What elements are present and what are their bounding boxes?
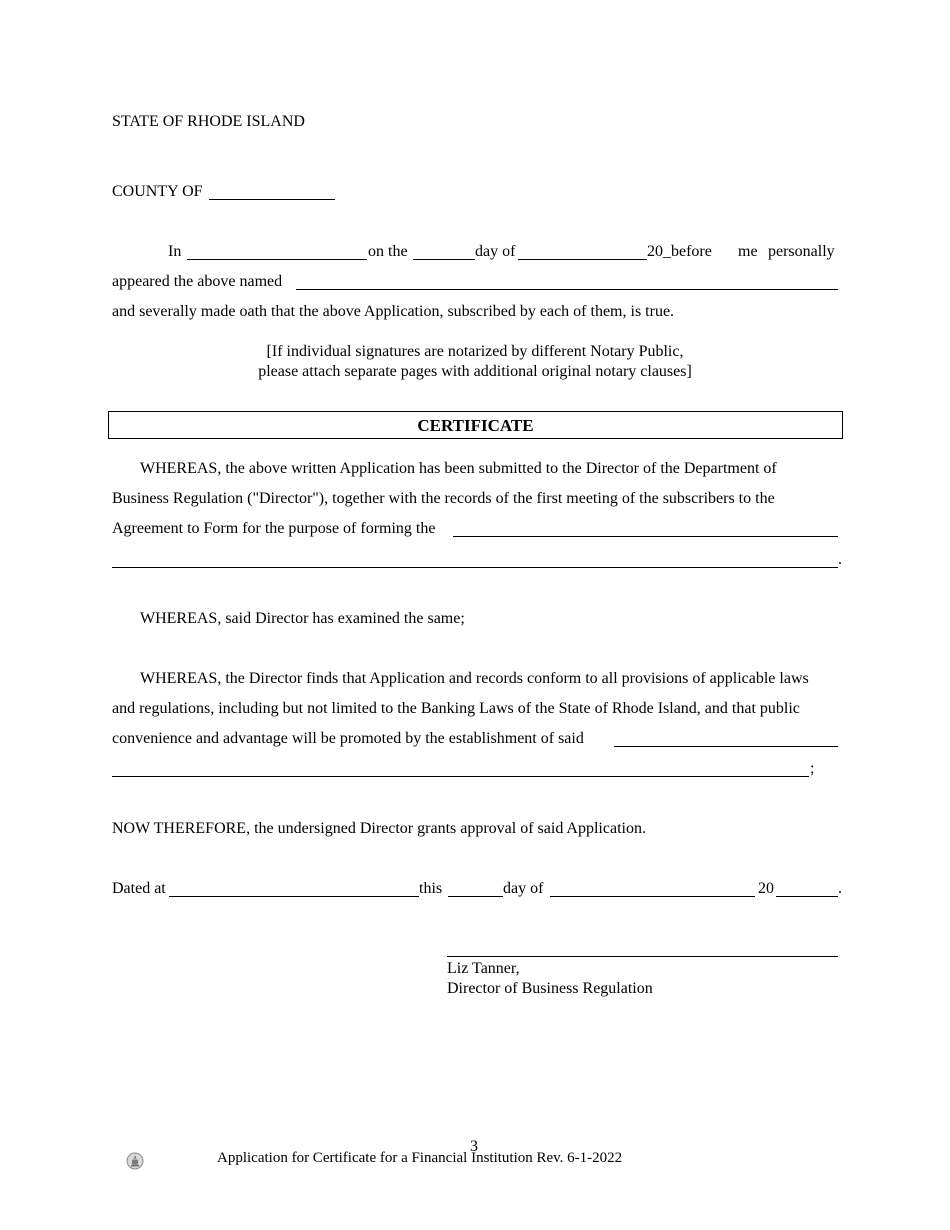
dated-this-label: this [419,880,443,897]
dated-month-field[interactable] [550,896,755,897]
dated-place-field[interactable] [169,896,419,897]
forming-entity-field-continued[interactable] [112,567,838,568]
now-therefore-text: NOW THEREFORE, the undersigned Director grants approval of said Application. [112,820,646,837]
notary-note-line-1: [If individual signatures are notarized by different Notary Public, [266,343,684,360]
dated-year-prefix: 20 [758,880,774,897]
whereas-1-line-3: Agreement to Form for the purpose of forming the [112,520,436,537]
whereas-1-line-1: WHEREAS, the above written Application has been submitted to the Director of the Department of [140,460,777,477]
notary-appeared-label: appeared the above named [112,273,283,290]
whereas-1-period: . [838,551,842,568]
whereas-1-line-2: Business Regulation ("Director"), together with the records of the first meeting of the subscribers to the [112,490,775,507]
dated-day-field[interactable] [448,896,503,897]
dated-day-of-label: day of [503,880,544,897]
forming-entity-field[interactable] [453,536,838,537]
notary-month-field[interactable] [518,259,647,260]
page-number: 3 [470,1138,478,1155]
notary-place-field[interactable] [187,259,367,260]
notary-day-of-label: day of [475,243,516,260]
whereas-3-line-3: convenience and advantage will be promoted by the establishment of said [112,730,584,747]
notary-me-label: me [738,243,758,260]
dated-period: . [838,880,842,897]
director-name: Liz Tanner, [447,960,520,977]
notary-in-label: In [168,243,182,260]
county-label: COUNTY OF [112,183,203,200]
certificate-title-box [108,411,843,439]
director-title: Director of Business Regulation [447,980,653,997]
dated-at-label: Dated at [112,880,166,897]
notary-on-the-label: on the [368,243,408,260]
certificate-title: CERTIFICATE [417,416,534,435]
director-signature-line[interactable] [447,956,838,957]
state-seal-icon [126,1152,144,1170]
county-field[interactable] [209,199,335,200]
notary-named-field[interactable] [296,289,838,290]
whereas-3-semicolon: ; [810,760,815,777]
notary-year-before-label: 20_before [647,243,712,260]
state-heading: STATE OF RHODE ISLAND [112,113,305,130]
notary-note-line-2: please attach separate pages with additional original notary clauses] [258,363,692,380]
notary-oath-text: and severally made oath that the above Application, subscribed by each of them, is true. [112,303,675,320]
whereas-2-text: WHEREAS, said Director has examined the same; [140,610,465,627]
notary-personally-label: personally [768,243,835,260]
establishment-field[interactable] [614,746,838,747]
notary-day-field[interactable] [413,259,475,260]
dated-year-field[interactable] [776,896,838,897]
whereas-3-line-1: WHEREAS, the Director finds that Application and records conform to all provisions of applicable laws [140,670,809,687]
whereas-3-line-2: and regulations, including but not limited to the Banking Laws of the State of Rhode Island, and that public [112,700,800,717]
establishment-field-continued[interactable] [112,776,809,777]
footer-form-title: Application for Certificate for a Financial Institution Rev. 6-1-2022 [217,1150,623,1166]
